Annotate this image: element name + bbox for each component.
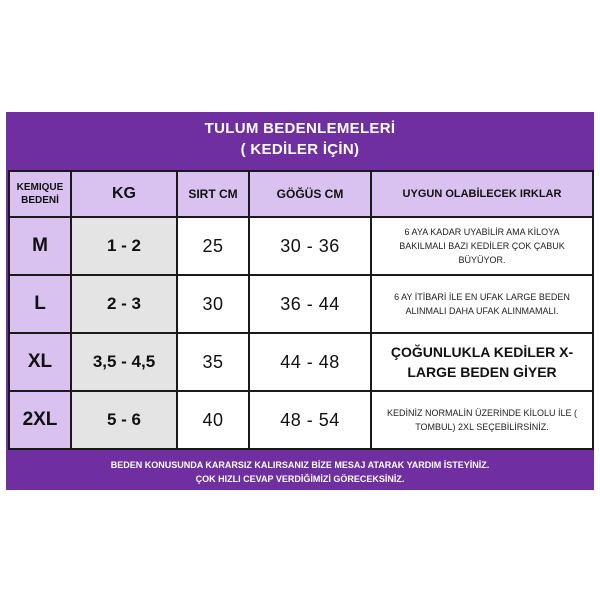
note-cell: 6 AY İTİBARİ İLE EN UFAK LARGE BEDEN ALINMALI DAHA UFAK ALINMAMALI. — [371, 275, 593, 333]
table-row — [9, 217, 593, 275]
header-kg: KG — [71, 171, 177, 217]
header-size-line2: BEDENİ — [21, 195, 59, 206]
size-cell: XL — [9, 333, 71, 391]
chest-cell: 44 - 48 — [249, 333, 371, 391]
chest-cell: 36 - 44 — [249, 275, 371, 333]
back-cell: 40 — [177, 391, 249, 449]
size-cell: L — [9, 275, 71, 333]
kg-cell: 2 - 3 — [71, 275, 177, 333]
header-chest: GÖĞÜS CM — [249, 171, 371, 217]
kg-cell: 3,5 - 4,5 — [71, 333, 177, 391]
table-row — [9, 275, 593, 333]
header-row — [9, 171, 593, 217]
footer-note — [6, 458, 594, 486]
chart-title-line2: ( KEDİLER İÇİN) — [240, 141, 360, 158]
footer-line1: BEDEN KONUSUNDA KARARSIZ KALIRSANIZ BİZE MESAJ ATARAK YARDIM İSTEYİNİZ. — [110, 460, 490, 470]
kg-cell: 5 - 6 — [71, 391, 177, 449]
table-row — [9, 391, 593, 449]
chart-title — [6, 118, 594, 160]
size-table — [8, 170, 594, 450]
header-size — [9, 171, 71, 217]
note-cell: 6 AYA KADAR UYABİLİR AMA KİLOYA BAKILMALI BAZI KEDİLER ÇOK ÇABUK BÜYÜYOR. — [371, 217, 593, 275]
kg-cell: 1 - 2 — [71, 217, 177, 275]
back-cell: 35 — [177, 333, 249, 391]
table-row — [9, 333, 593, 391]
note-cell: ÇOĞUNLUKLA KEDİLER X-LARGE BEDEN GİYER — [371, 333, 593, 391]
footer-line2: ÇOK HIZLI CEVAP VERDİĞİMİZİ GÖRECEKSİNİZ. — [195, 474, 405, 484]
note-cell: KEDİNİZ NORMALİN ÜZERİNDE KİLOLU İLE ( TOMBUL) 2XL SEÇEBİLİRSİNİZ. — [371, 391, 593, 449]
back-cell: 25 — [177, 217, 249, 275]
chart-title-line1: TULUM BEDENLEMELERİ — [204, 120, 396, 137]
header-size-line1: KEMIQUE — [16, 182, 64, 193]
size-cell: M — [9, 217, 71, 275]
header-breeds: UYGUN OLABİLECEK IRKLAR — [371, 171, 593, 217]
back-cell: 30 — [177, 275, 249, 333]
header-back: SIRT CM — [177, 171, 249, 217]
size-cell: 2XL — [9, 391, 71, 449]
chest-cell: 30 - 36 — [249, 217, 371, 275]
chest-cell: 48 - 54 — [249, 391, 371, 449]
